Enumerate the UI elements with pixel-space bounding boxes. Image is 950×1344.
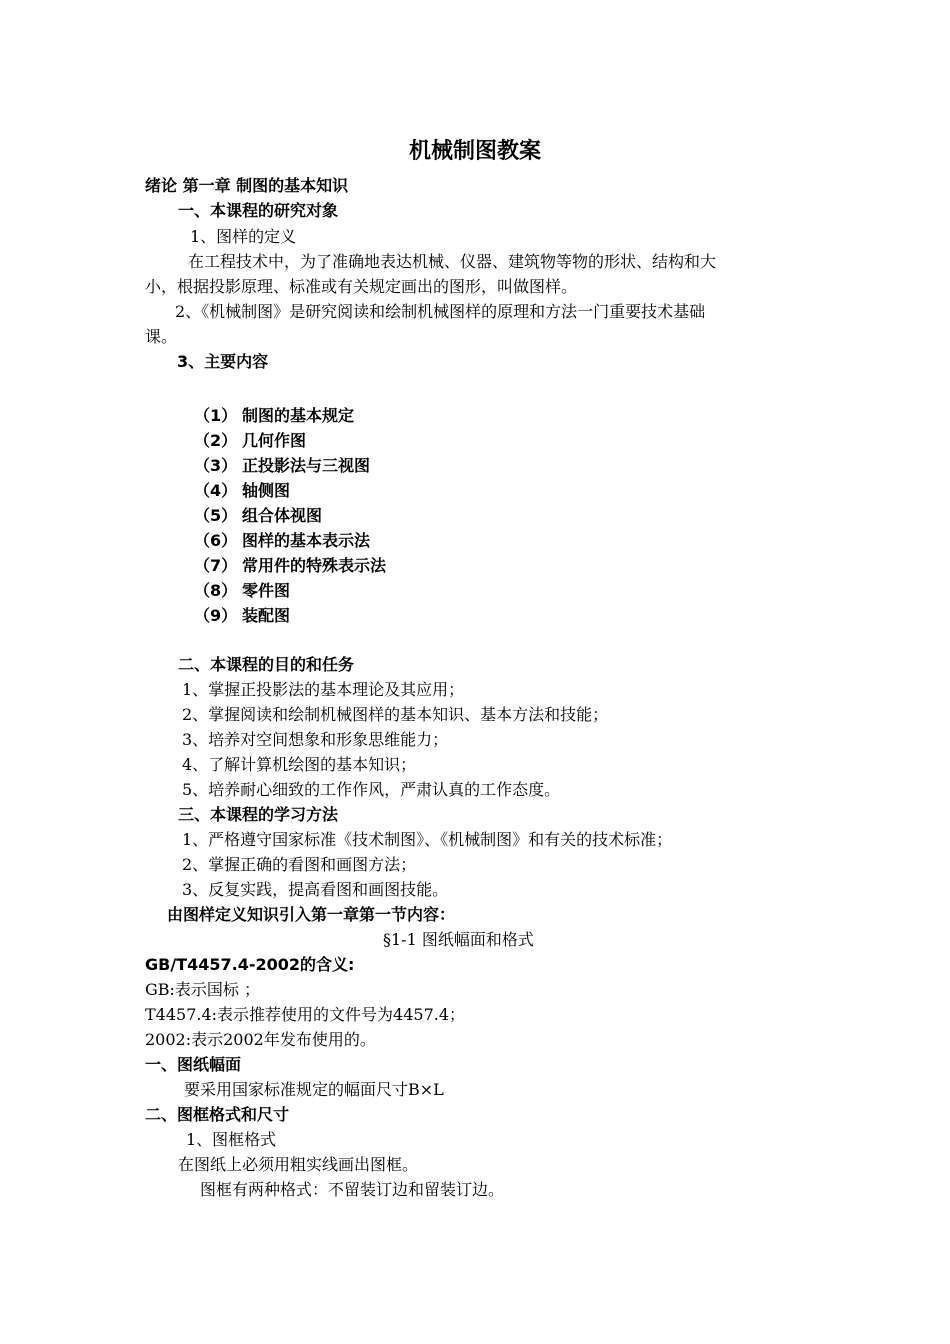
gb-line: T4457.4:表示推荐使用的文件号为4457.4； (145, 1005, 466, 1024)
section1-para1-line1: 在工程技术中，为了准确地表达机械、仪器、建筑物等物的形状、结构和大 (188, 252, 717, 271)
part1-text: 要采用国家标准规定的幅面尺寸B×L (184, 1080, 444, 1099)
section2-item: 1、掌握正投影法的基本理论及其应用； (182, 680, 465, 699)
section3-item: 2、掌握正确的看图和画图方法； (182, 855, 417, 874)
section2-heading: 二、本课程的目的和任务 (178, 655, 355, 674)
content-item: （9） 装配图 (194, 606, 291, 625)
section3-item: 3、反复实践，提高看图和画图技能。 (182, 880, 449, 899)
section1-item1: 1、图样的定义 (190, 227, 297, 246)
part2-item: 1、图框格式 (186, 1130, 277, 1149)
section-title: §1-1 图纸幅面和格式 (383, 930, 534, 949)
section1-para1-line2: 小，根据投影原理、标准或有关规定画出的图形，叫做图样。 (145, 277, 578, 296)
content-item: （5） 组合体视图 (194, 506, 323, 525)
section2-item: 3、培养对空间想象和形象思维能力； (182, 730, 449, 749)
section1-item2-line2: 课。 (145, 327, 178, 346)
gb-heading: GB/T4457.4-2002的含义: (145, 955, 355, 974)
part2-heading: 二、图框格式和尺寸 (145, 1105, 290, 1124)
content-item: （1） 制图的基本规定 (194, 406, 355, 425)
content-item: （3） 正投影法与三视图 (194, 456, 371, 475)
content-item: （8） 零件图 (194, 581, 291, 600)
section3-item: 1、严格遵守国家标准《技术制图》、《机械制图》和有关的技术标准； (182, 830, 673, 849)
part1-heading: 一、图纸幅面 (145, 1055, 242, 1074)
document-title: 机械制图教案 (408, 139, 541, 164)
section2-item: 4、了解计算机绘图的基本知识； (182, 755, 417, 774)
part2-text: 在图纸上必须用粗实线画出图框。 (178, 1155, 419, 1174)
section1-item3: 3、主要内容 (177, 352, 269, 371)
section2-item: 2、掌握阅读和绘制机械图样的基本知识、基本方法和技能； (182, 705, 609, 724)
gb-line: 2002:表示2002年发布使用的。 (145, 1030, 376, 1049)
section3-heading: 三、本课程的学习方法 (178, 805, 339, 824)
content-item: （6） 图样的基本表示法 (194, 531, 371, 550)
section1-item2-line1: 2、《机械制图》是研究阅读和绘制机械图样的原理和方法一门重要技术基础 (175, 302, 706, 321)
part2-text: 图框有两种格式：不留装订边和留装订边。 (200, 1180, 505, 1199)
content-item: （2） 几何作图 (194, 431, 307, 450)
section1-heading: 一、本课程的研究对象 (178, 201, 339, 220)
content-item: （4） 轴侧图 (194, 481, 291, 500)
chapter-heading: 绪论 第一章 制图的基本知识 (145, 176, 349, 195)
content-item: （7） 常用件的特殊表示法 (194, 556, 387, 575)
intro-line: 由图样定义知识引入第一章第一节内容： (167, 905, 456, 924)
section2-item: 5、培养耐心细致的工作作风，严肃认真的工作态度。 (182, 780, 561, 799)
gb-line: GB:表示国标 ； (145, 980, 261, 999)
